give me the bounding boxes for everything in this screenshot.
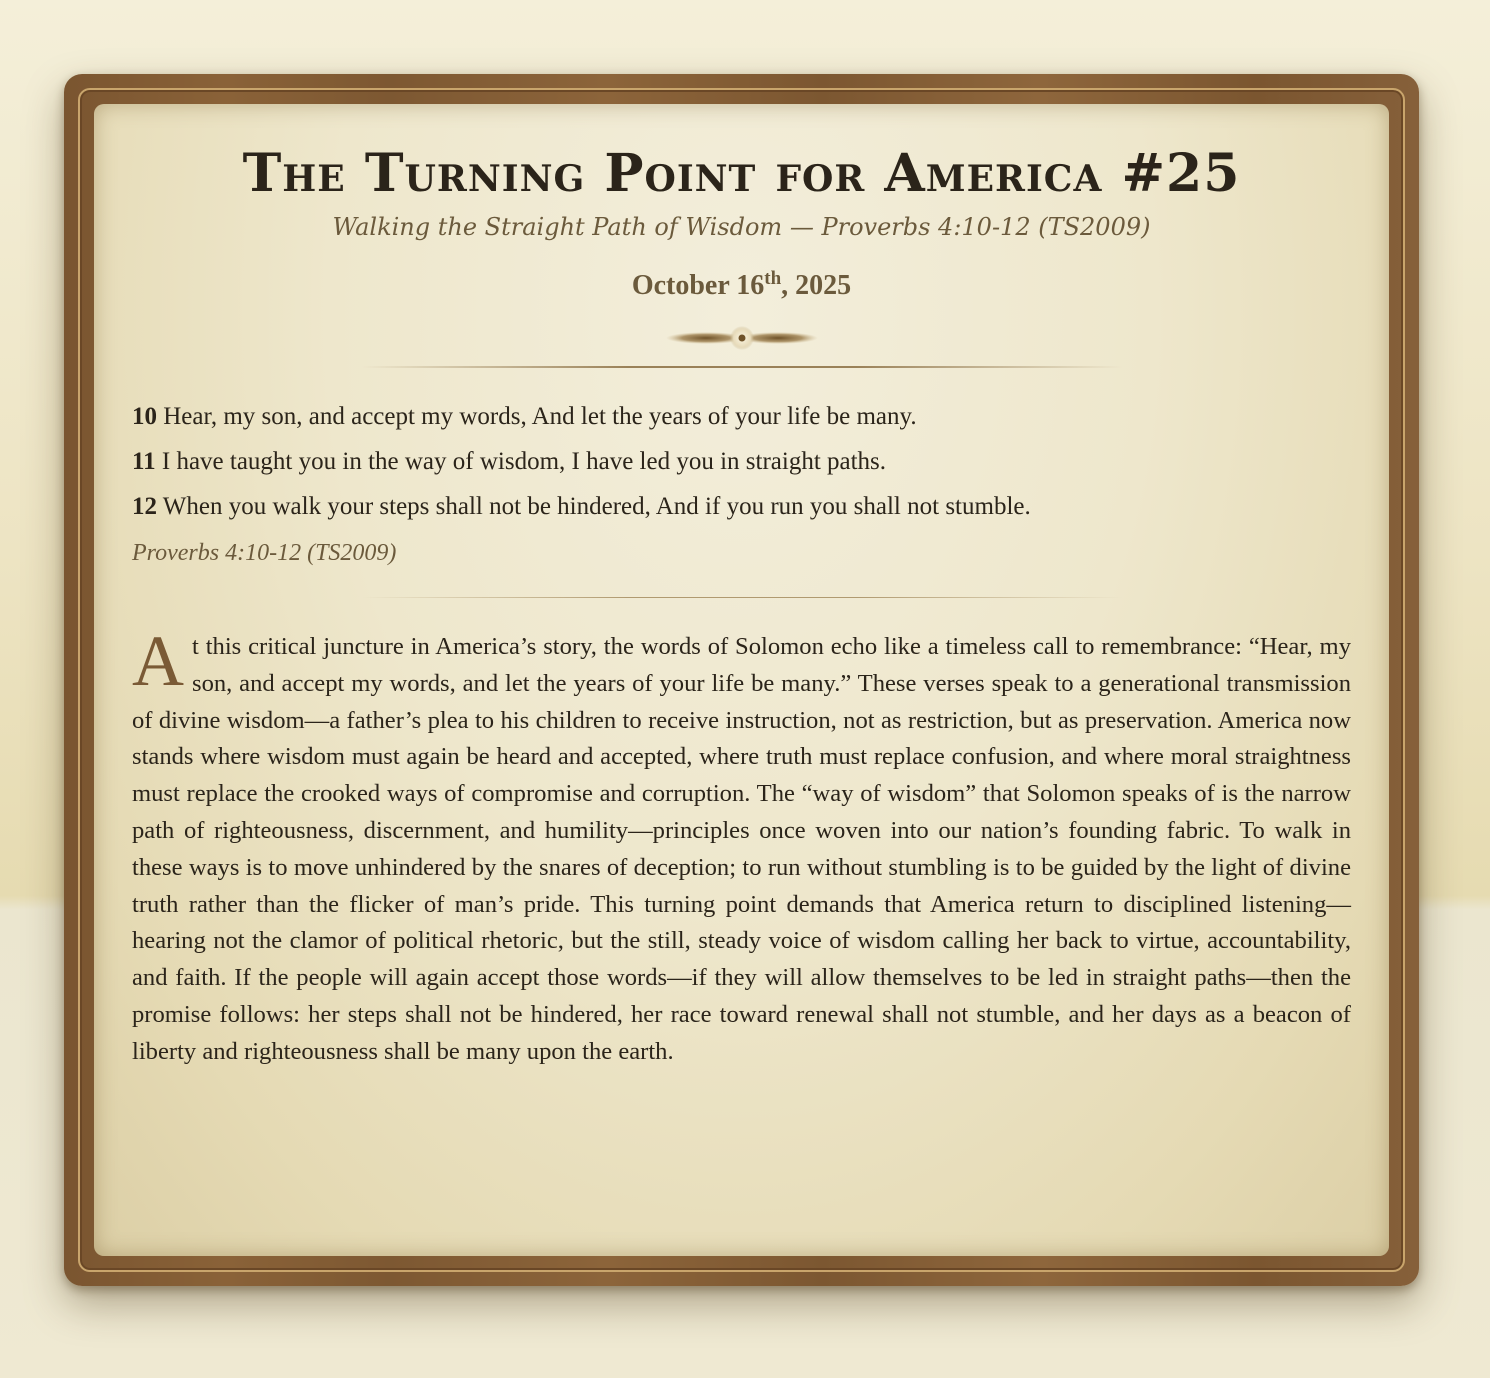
drop-cap: A: [132, 621, 184, 701]
date-year: , 2025: [781, 270, 852, 301]
section-divider: [362, 597, 1122, 598]
verse-text: I have taught you in the way of wisdom, I have led you in straight paths.: [155, 448, 887, 475]
verse-number: 12: [132, 493, 157, 520]
verse-number: 11: [132, 448, 156, 475]
ornament-divider-icon: [662, 324, 822, 352]
verse-line: [132, 484, 1351, 529]
verse-line: [132, 394, 1351, 439]
scripture-passage: [132, 394, 1351, 529]
article-paragraph: t this critical juncture in America’s story, the words of Solomon echo like a timeless call to remembrance: “Hear, my son, and accept my words, and let the years of your life be many.” These verses speak to a generational transmission of divine wisdom—a father’s plea to his children to receive instruction, not as restriction, but as preservation. America now stands where wisdom must again be heard and accepted, where truth must replace confusion, and where moral straightness must replace the crooked ways of compromise and corruption. The “way of wisdom” that Solomon speaks of is the narrow path of righteousness, discernment, and humility—principles once woven into our nation’s founding fabric. To walk in these ways is to move unhindered by the snares of deception; to run without stumbling is to be guided by the light of divine truth rather than the flicker of man’s pride. This turning point demands that America return to disciplined listening—hearing not the clamor of political rhetoric, but the still, steady voice of wisdom calling her back to virtue, accountability, and faith. If the people will again accept those words—if they will allow themselves to be led in straight paths—then the promise follows: her steps shall not be hindered, her race toward renewal shall not stumble, and her days as a beacon of liberty and righteousness shall be many upon the earth.: [132, 633, 1351, 1065]
verse-text: When you walk your steps shall not be hindered, And if you run you shall not stumble.: [157, 493, 1031, 520]
date-ordinal-suffix: th: [764, 268, 782, 289]
article-body: [132, 621, 1351, 1071]
page-subtitle: Walking the Straight Path of Wisdom — Proverbs 4:10-12 (TS2009): [332, 213, 1151, 241]
verse-line: [132, 439, 1351, 484]
date-month-day: October 16: [631, 270, 765, 301]
verse-text: Hear, my son, and accept my words, And let the years of your life be many.: [157, 403, 917, 430]
publish-date: [132, 268, 1351, 304]
scripture-citation: Proverbs 4:10-12 (TS2009): [132, 540, 397, 566]
document-panel: [94, 104, 1389, 1256]
page-title: The Turning Point for America #25: [242, 143, 1241, 204]
title-divider: [362, 366, 1122, 368]
verse-number: 10: [132, 403, 157, 430]
document-frame: [64, 74, 1419, 1286]
